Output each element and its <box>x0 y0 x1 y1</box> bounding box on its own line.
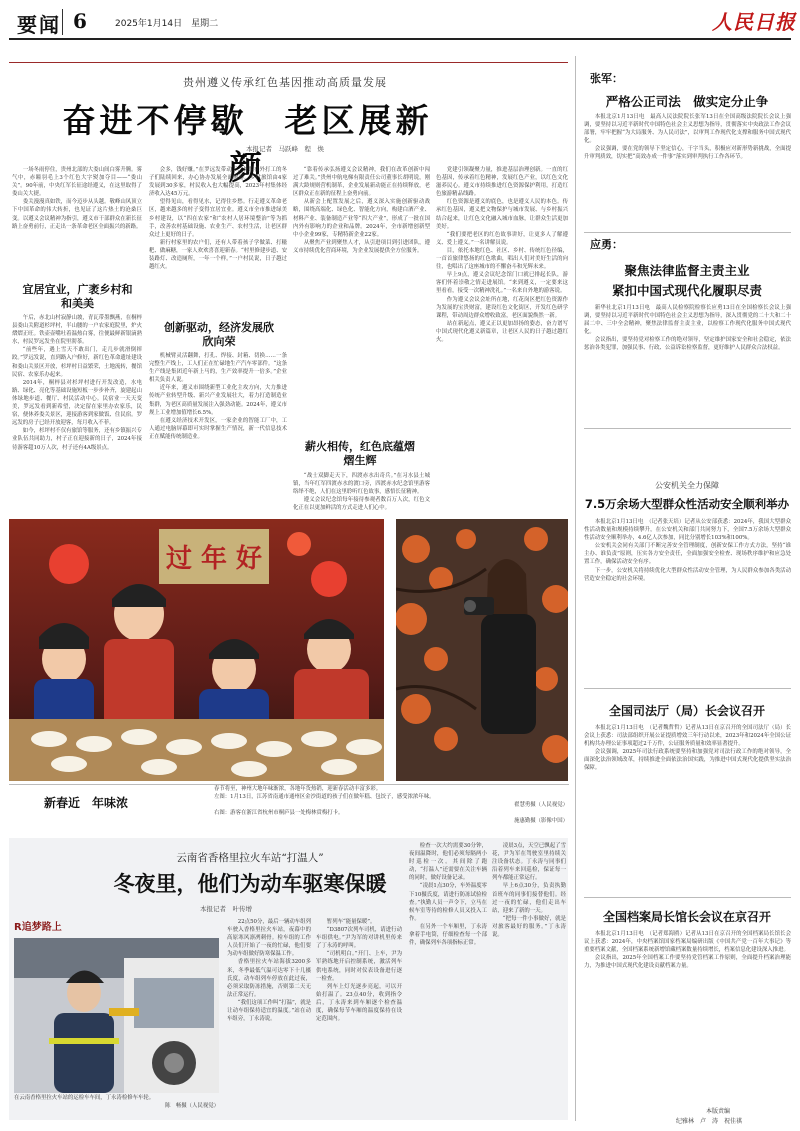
lead-subhead-1: 宜居宜业，广袤乡村和和美美 <box>22 283 133 310</box>
paragraph: 本报北京1月13日电 （记者张天培）记者从公安部获悉：2024年，我国大型群众性活动数量和规模持续攀升，在公安机关和部门共同努力下，全国7.5万余场大型群众性活动安全顺利举办，4.6亿人次参加，同比分别增长103%和100%。 <box>584 519 791 542</box>
divider <box>584 232 791 233</box>
second-column-2 <box>316 918 402 1114</box>
caption-intro: 春节将至，神州大地年味渐浓，各地年货热销，迎新春活动丰富多彩。 <box>214 786 382 792</box>
paragraph: 检查一次大约需要30分钟，夜间温降时，他们必须每隔两小时巡检一次。其间除了跑动，“打温人”还需要在关注车辆的同时，做好设备记录。 <box>409 843 487 882</box>
paragraph: 午后，赤北山村寂静山坡，青瓦带墨飘燕，在桐梓县娄山关附道杉坪村，半山腰的一户农家庭院里，炉火熠熠正旺。铁壶壶嘴吐着温热白雾，往便最鲜新银滴熟水，村民罗远发坐在院里沏茶。 <box>12 315 142 346</box>
section-name: 要闻 <box>17 13 61 37</box>
lead-column-4 <box>436 166 568 514</box>
lead-byline: 本报记者 马跃峰 程 焕 <box>246 145 324 153</box>
caption-left: 左图：1月13日，江苏省南通市通州区金沙街道的孩子们在做年糕、包饺子，感受浓浓年味。 <box>214 794 435 800</box>
paragraph: 从聚焦产业到聚焦人才，从引进项目到引进团队，遵义市持续优化营商环境，为企业发展提供全方位服务。 <box>293 239 430 254</box>
right-column-divider <box>575 56 576 1121</box>
paragraph: 在另外一个车厢里，丁永涛拿着手电筒，仔细检查每一个部件，确保列车各项指标正常。 <box>409 923 487 947</box>
sec1-body <box>584 113 791 230</box>
page-header <box>9 6 95 38</box>
lead-kicker: 贵州遵义传承红色基因推动高质量发展 <box>183 76 387 89</box>
header-divider <box>62 9 63 35</box>
paragraph: 望得见山，看得见水，记得住乡愁。行走遵义革命老区，越来越多的村子变得宜居宜业。遵义市全市推进绿美乡村建设，以“四在农家”和“农村人居环境整治”等为抓手，改善农村基础设施、农业生产、农村生活，让老区群众过上更好的日子。 <box>149 199 287 238</box>
lead-top-rule <box>9 62 568 63</box>
paragraph: 娄关漫漫真如铁，而今迈步从头越。敬峰山风顶立下中国革命的伟大转折，也见证了这片热土的沧桑巨变。以遵义会议精神为指引，遵义市干部群众在新长征路上奋勇前行，正走出一条革命老区全面振兴的新路。 <box>12 199 142 230</box>
photo-illustration-worker <box>14 938 219 1093</box>
paragraph: 会议指出，2025年全国档案工作要坚持党管档案工作原则，全面提升档案治理能力，为推进中国式现代化建设贡献档案力量。 <box>584 955 791 970</box>
second-column-3 <box>409 842 487 1114</box>
credit-worker: 陈 畅摄（人民视觉） <box>165 1103 219 1109</box>
sec3-body <box>584 518 791 663</box>
paragraph: 新行村家里的农户们，还有人带着孩子学做菜、打糍粑、做麻糖，一家人欢欢喜喜迎新春。“村里修建步道、安装路灯、改造厕所，一年一个样。”一户村民说，日子越过越红火。 <box>149 239 287 271</box>
paragraph: 在遵义经济技术开发区，一家企业的智能工厂中，工人通过电脑屏幕即可实时掌握生产情况，新一代信息技术正在赋能传统制造业。 <box>149 417 287 440</box>
paragraph: 暂列车“能量保暖”。 <box>326 919 376 925</box>
second-column-1 <box>227 918 311 1114</box>
caption-right: 右图：游客在浙江省杭州市桐庐县一处梅林赏梅打卡。 <box>214 810 344 816</box>
sec2-body <box>584 304 791 424</box>
caption-worker: 在云南香格里拉火车站的运检车车间，丁永涛检修车车轮。 <box>14 1095 155 1101</box>
paragraph: 早上6点30分，负责执勤首班车的同事们接替他们。经过一夜的忙碌，他们走出车站，迎来了新的一天。 <box>492 883 566 914</box>
divider <box>584 688 791 689</box>
paragraph: 作为遵义会议会址所在地，红花岗区把红色资源作为发展的宝贵财富，建设红色文化街区，开发红色研学课程，带动周边群众增收致富，老区面貌焕然一新。 <box>436 296 568 319</box>
paragraph: 新华社北京1月13日电 最高人民检察院检察长应勇13日在全国检察长会议上强调，要坚持以习近平新时代中国特色社会主义思想为指导，深入贯彻党的二十大和二十届二中、三中全会精神，聚焦法律监督主责主业，以检察工作现代化服务中国式现代化。 <box>584 305 791 336</box>
paragraph: “我们这项工作叫“打温”，就是让动车组保持适宜的温度。”站在动车组旁，丁永涛说。 <box>227 999 311 1023</box>
photo-children-making-rice-cakes <box>9 519 384 781</box>
paragraph: 会议强调，要在党的领导下坚定信心，干字当头，积极应对新形势新挑战，全面提升审判质效，切实把“高效办成一件事”落实到审判执行工作各环节。 <box>584 146 791 161</box>
credit-right: 施惠勤摄（影像中国） <box>514 818 568 824</box>
sec2-speaker: 应勇： <box>590 238 623 251</box>
sec3-title: 7.5万余场大型群众性活动安全顺利举办 <box>584 497 790 511</box>
paragraph: 目，依托本地红色、社区、乡村、传统红色径编，一首首旅律悠扬的红色歌曲，唱出人们对美好生活的向往，也唱出了这座城市的不懈奋斗和光辉未来。 <box>436 247 568 271</box>
paragraph: 22点50分，最后一辆动车组列车驶入香格里拉火车站，夜幕中的高原寒风凛冽刺骨。检车组的工作人员们开始了一夜的忙碌，他们要为动车组做好防寒保温工作。 <box>227 919 311 958</box>
lead-column-2 <box>149 166 287 306</box>
lead-subhead-2: 创新驱动，经济发展欣欣向荣 <box>164 321 274 348</box>
paragraph: 凌晨3点，天空已飘起了雪花，尹为军在驾驶室里持续关注设备状态。丁永涛与同事们沿着列车来回巡检，保证每一列车都能正常运行。 <box>492 843 566 882</box>
sec2-title-line1: 聚焦法律监督主责主业 <box>624 263 750 278</box>
photo-captions <box>214 785 568 825</box>
paragraph: 本报北京1月13日电 （记者郑海鸥）记者从13日在京召开的全国档案局长馆长会议上获悉：2024年，中央档案馆国家档案局编研出版《中国共产党一百年大事记》等重要档案文献，全国档案系统新增馆藏档案数量持续增长，档案信息化建设深入推进。 <box>584 931 791 954</box>
credit-left: 翟慧勇摄（人民视觉） <box>514 802 568 808</box>
paragraph: 本报北京1月13日电 （记者魏哲哲）记者从13日在京召开的全国司法厅（局）长会议上获悉：司法部组织开展公证提质增效三年行动以来，2023年和2024年全国公证机构共办理公证事项超过2千万件，公证服务质量和效率显著提升。 <box>584 725 791 748</box>
paragraph: 党建引领凝聚力量，推进基层治理创新。一直的红色基因，传承着红色精神，发展红色产业，以红色文化滋养民心。遵义市持续推进红色资源保护利用，打造红色旅游精品线路。 <box>436 167 568 198</box>
second-kicker: 云南省香格里拉火车站“打温人” <box>176 852 324 864</box>
lead-column-3 <box>293 166 430 404</box>
sec5-body <box>584 930 791 1100</box>
paragraph: 会多，钱好赚。”在罗远发带动下，长期在外打工的冬子们陆续回来，办心协办发展全面旅游。乡村旅馆由4家发展到30多家，村民收入也大幅提高，2023年村集体经济收入达45万元。 <box>149 167 287 198</box>
lead-column-2b <box>149 352 287 514</box>
paragraph: “把每一件小事做好，就是对旅客最好的服务。”丁永涛说。 <box>492 915 566 939</box>
second-column-4 <box>492 842 566 1114</box>
paragraph: 一场冬雨停住，贵州北部的大娄山间白雾升腾。雾气中，赤瞳羽毛上3个红色大字熨加夺目——“娄山关”。90年前，中央红军长征途经遵义，在这里取得了娄山关大捷。 <box>12 167 142 198</box>
paragraph: “我们要把老区的红色故事讲好，让更多人了解遵义、爱上遵义。”一名讲解员说。 <box>436 231 568 246</box>
issue-date: 2025年1月14日 星期二 <box>115 19 219 29</box>
paragraph: 2014年，桐梓县对杉坪村进行开发改造，水电路、绿化、亮化等基础设施短板一步步补齐，旋建起山体绿地步道、餐厅、村民活动中心。民宿业一天天变美，罗远发看到新希望，决定留在家里办农家乐，民宿，便休养娄关景区，迎接游客到家做饭、住民宿。罗远发的房子已经开放迎客，每月收入不菲。 <box>12 379 142 427</box>
paragraph: 列车上灯光逐步亮起，可以开始打温了。23点40分，收到指令后，丁永涛来到车厢逐个检查温度，确保每节车厢的温度保持在设定范围内。 <box>316 983 402 1023</box>
column-badge: R追梦路上 <box>14 922 62 933</box>
paragraph: 本报北京1月13日电 最高人民法院院长张军13日在全国高级法院院长会议上强调，要坚持以习近平新时代中国特色社会主义思想为指导，贯彻落实中央政法工作会议部署，牢牢把握“为大局服务、为人民司法”，以审判工作现代化支撑和服务中国式现代化。 <box>584 114 791 145</box>
paragraph: 遵义会议纪念馆每年接待参观者数百万人次，红色文化正在以更加鲜活的方式走进人们心中。 <box>293 497 430 512</box>
paragraph: “战士双脚走天下，四渡赤水出奇兵。”在习水县土城镇，当年红军四渡赤水的渡口旁，四渡赤水纪念馆里游客络绎不绝，人们在这里聆听红色故事，感悟长征精神。 <box>293 473 430 496</box>
sec5-title: 全国档案局长馆长会议在京召开 <box>602 910 771 924</box>
lead-subhead-3: 薪火相传，红色底蕴熠熠生辉 <box>305 440 415 467</box>
paragraph: 从新会上配置发展之后，遵义深入实施创新驱动战略，围绕高端化、绿色化、智能化方向，构建白酒产业、材料产业、装备制造产业等“四大产业”，形成了一批在国内外有影响力的企业和品牌。2024年，全市新增创新型中小企业99家，专精特新企业22家。 <box>293 199 430 238</box>
paragraph: 早上9点，遵义会议纪念馆门口就已排起长队，游客们怀着崇敬之情走进展馆。“来到遵义，一定要来这里看看，接受一次精神洗礼。”一名来自外地的游客说。 <box>436 272 568 295</box>
lead-column-1 <box>12 166 142 231</box>
sec4-body <box>584 724 791 889</box>
lead-column-3b <box>293 472 430 514</box>
sec4-title: 全国司法厅（局）长会议召开 <box>608 704 765 718</box>
paragraph: 会议指出，要坚持党对检察工作的绝对领导，坚定维护国家安全和社会稳定，依法惩治各类犯罪，加强民事、行政、公益诉讼检察监督，更好维护人民群众合法权益。 <box>584 337 791 352</box>
paragraph: 香格里拉火车站海拔3200多米，冬季最低气温可达零下十几摄氏度，动车组列车停放在此过夜，必须采取防冻措施，否则第二天无法正常运行。 <box>227 959 311 998</box>
paragraph: 红色资源是遵义的底色，也是遵义人民的本色。传承红色基因，遵义把文物保护与城市发展、与乡村振兴结合起来，让红色文化融入城市血脉，让群众生活更加美好。 <box>436 199 568 230</box>
photo-illustration-plum <box>396 519 568 781</box>
page-number: 6 <box>73 9 87 33</box>
second-headline: 冬夜里，他们为动车驱寒保暖 <box>113 872 387 896</box>
paragraph: 会议强调，2025年司法行政系统要坚持和加强党对司法行政工作的绝对领导，全面深化法治领域改革，持续推进全面依法治国实践，为推进中国式现代化提供坚实法治保障。 <box>584 749 791 772</box>
paragraph: “前些年，遇上雪天不敢出门，走几步就滑倒摔跤。”罗远发说，直到路入户修好，新红色革命遗址建设和娄山关景区开放，杉坪村日益繁荣，土地流转，餐馆民宿、农家乐办起来。 <box>12 347 142 378</box>
sec1-speaker: 张军： <box>590 72 623 85</box>
photo-visitor-plum-blossom <box>396 519 568 781</box>
paragraph: 如今，杉坪村不仅有旅馆等服务，还有乡镇振兴专业队伍共同助力，村子正在迎接新的日子，2024年接待游客超10万人次，村子还有4A级景点。 <box>12 428 142 451</box>
paragraph: “司机明白。”开门、上车，尹为军熟练地开启控制系统，激活列车供电系统，同时对仪表设备进行逐一检查。 <box>316 951 402 982</box>
paragraph: 近年来，遵义市围绕新型工业化主攻方向，大力推进传统产业转型升级、新兴产业发展壮大，着力打造制造业集群，为老区高质量发展注入强劲动能。2024年，遵义市规上工业增加值增长6.5%。 <box>149 385 287 416</box>
photo-group-title: 新春近 年味浓 <box>44 796 129 810</box>
footer-editor-names: 纪雅林 卢 涛 祝佳祺 <box>676 1118 743 1125</box>
sec2-title-line2: 紧扣中国式现代化履职尽责 <box>611 283 762 298</box>
divider <box>584 897 791 898</box>
paragraph: 下一步，公安机关将持续优化大型群众性活动安全管理，为人民群众参加各类活动营造安全稳定的社会环境。 <box>584 567 791 582</box>
paragraph: “凌晨1点30分，车外温度零下10摄氏度，请进行防冻试验检查。”执勤人员一声令下，立马在候车室等待的检修人员又投入工作。 <box>409 883 487 922</box>
footer-editors-label: 本版责编 <box>706 1108 731 1115</box>
paragraph: 站在新起点，遵义正以更加昂扬的姿态，奋力谱写中国式现代化遵义新篇章，让老区人民的日子越过越红火。 <box>436 320 568 343</box>
photo-illustration-children <box>9 519 384 781</box>
photo-railway-worker <box>14 938 219 1093</box>
sec3-kicker: 公安机关全力保障 <box>655 481 719 490</box>
paragraph: “靠着传承弘扬遵义会议精神，我们在改革创新中闯过了难关。”贵州中航电梯有限责任公司董事长胡明说，刚满大龄规则营机制革，企业发展新动能正在持续释放，老区群众正在新的征程上奋勇向前。 <box>293 167 430 198</box>
sec1-title: 严格公正司法 做实定分止争 <box>605 94 769 109</box>
second-photo-caption <box>14 1094 219 1110</box>
paragraph: 机械臂灵活翻舞，打孔、焊接、封箱、切换……一条完整生产线上，工人们正在忙碌地生产汽车零部件。“这条生产线是集团近年新上马的，生产效率提升一倍多。”企业相关负责人说。 <box>149 353 287 384</box>
new-year-sign-text: 过 年 好 <box>165 544 263 574</box>
second-byline: 本报记者 叶传增 <box>200 905 252 913</box>
divider <box>584 428 791 429</box>
masthead-logo: 人民日报 <box>712 10 796 34</box>
paragraph: “D3807次列车司机，请进行动车组供电。”尹为军的对讲机里传来了丁永涛的呼叫。 <box>316 927 402 950</box>
lead-column-1b <box>12 314 142 514</box>
paragraph: 公安机关会同有关部门不断完善安全管理制度，创新安保工作方式方法，坚持“谁主办、谁负责”原则，压实各方安全责任，全面加强安全检查、现场秩序维护和应急处置工作，确保活动安全有序。 <box>584 543 791 566</box>
header-rule <box>9 38 791 40</box>
lead-headline: 奋进不停歇 老区展新颜 <box>62 101 433 187</box>
